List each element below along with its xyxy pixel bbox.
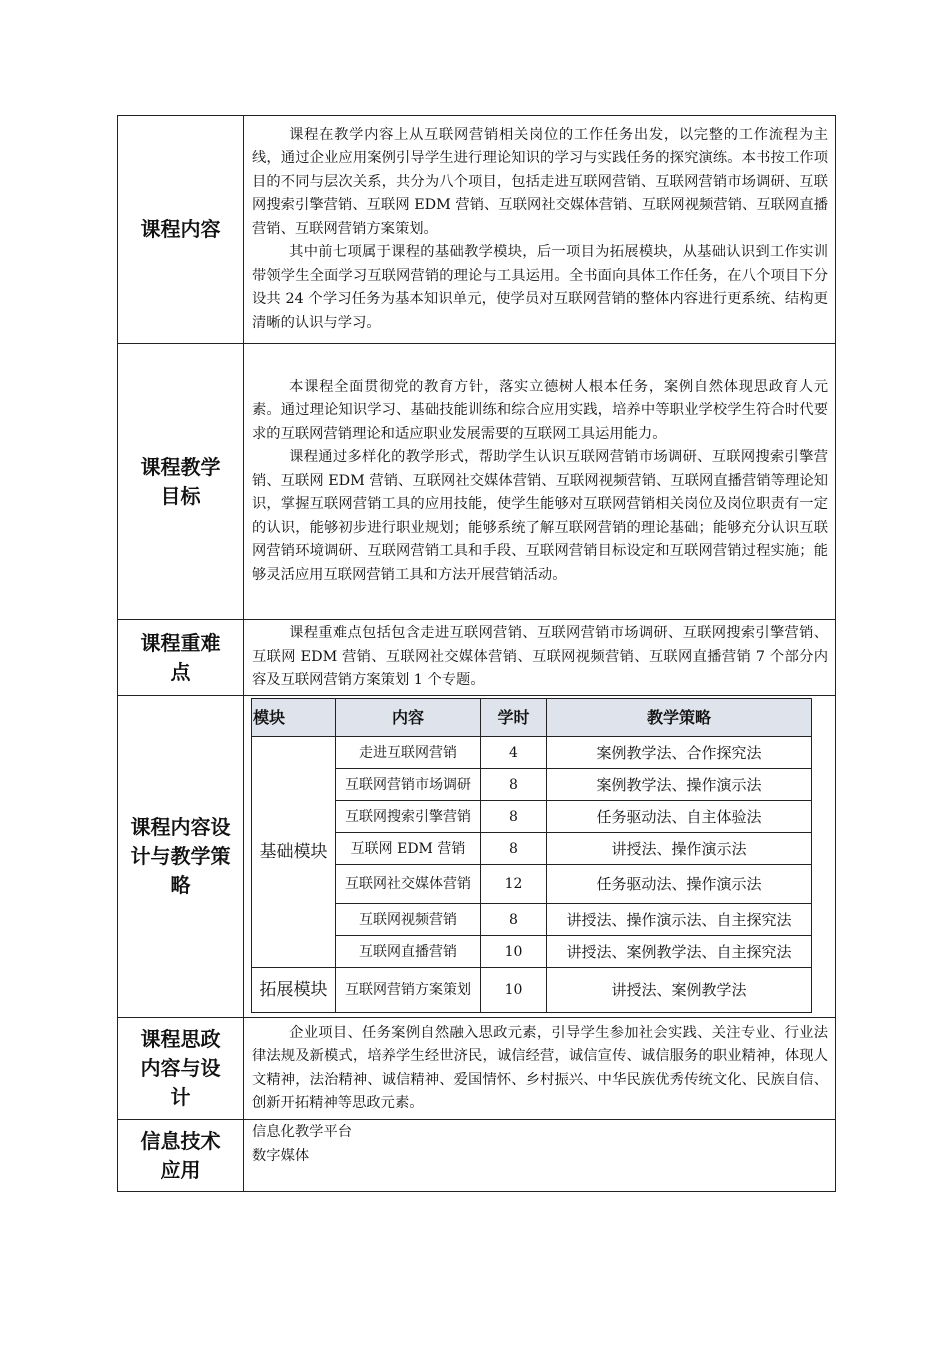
content-paragraph-1: 课程在教学内容上从互联网营销相关岗位的工作任务出发，以完整的工作流程为主线，通过企业应用案例引导学生进行理论知识的学习与实践任务的探究演练。本书按工作项目的不同与层次关系，共分为八个项目，包括走进互联网营销、互联网营销市场调研、互联网搜索引擎营销、互联网 EDM 营销、互联网社交媒体营销、互联网视频营销、互联网直播营销、互联网营销方案策划。 bbox=[252, 126, 828, 237]
table-row bbox=[252, 833, 812, 865]
label-content-design bbox=[118, 696, 244, 1018]
ideology-paragraph: 企业项目、任务案例自然融入思政元素，引导学生参加社会实践、关注专业、行业法律法规及新模式，培养学生经世济民，诚信经营，诚信宣传、诚信服务的职业精神，体现人文精神，法治精神、诚信精神、爱国情怀、乡村振兴、中华民族优秀传统文化、民族自信、创新开拓精神等思政元素。 bbox=[252, 1024, 828, 1111]
header-module: 模块 bbox=[252, 699, 336, 737]
row-strategy: 案例教学法、合作探究法 bbox=[547, 737, 812, 769]
cell-content-design bbox=[244, 696, 836, 1018]
table-row bbox=[252, 769, 812, 801]
row-content: 互联网直播营销 bbox=[336, 936, 481, 968]
row-hours: 8 bbox=[481, 833, 547, 865]
row-hours: 8 bbox=[481, 769, 547, 801]
label-teaching-goals bbox=[118, 344, 244, 620]
row-content: 走进互联网营销 bbox=[336, 737, 481, 769]
table-row bbox=[252, 968, 812, 1013]
cell-teaching-goals bbox=[244, 344, 836, 620]
row-content: 互联网社交媒体营销 bbox=[336, 865, 481, 904]
row-hours: 10 bbox=[481, 936, 547, 968]
label-text: 信息技术应用 bbox=[140, 1128, 221, 1182]
row-strategy: 讲授法、操作演示法、自主探究法 bbox=[547, 904, 812, 936]
row-hours: 12 bbox=[481, 865, 547, 904]
row-course-content bbox=[118, 116, 836, 344]
row-content: 互联网营销方案策划 bbox=[336, 968, 481, 1013]
label-text: 课程教学目标 bbox=[140, 454, 221, 508]
table-row bbox=[252, 737, 812, 769]
row-hours: 8 bbox=[481, 904, 547, 936]
header-hours: 学时 bbox=[481, 699, 547, 737]
content-paragraph-2: 其中前七项属于课程的基础教学模块，后一项目为拓展模块，从基础认识到工作实训带领学生全面学习互联网营销的理论与工具运用。全书面向具体工作任务，在八个项目下分设共 24 个学习任务为基本知识单元，使学员对互联网营销的整体内容进行更系统、结构更清晰的认识与学习。 bbox=[252, 244, 828, 331]
row-teaching-goals bbox=[118, 344, 836, 620]
table-row bbox=[252, 801, 812, 833]
row-hours: 4 bbox=[481, 737, 547, 769]
header-content: 内容 bbox=[336, 699, 481, 737]
label-course-content bbox=[118, 116, 244, 344]
row-content: 互联网 EDM 营销 bbox=[336, 833, 481, 865]
cell-course-content bbox=[244, 116, 836, 344]
row-hours: 8 bbox=[481, 801, 547, 833]
module-extension: 拓展模块 bbox=[252, 968, 336, 1013]
key-points-paragraph: 课程重难点包括包含走进互联网营销、互联网营销市场调研、互联网搜索引擎营销、互联网 EDM 营销、互联网社交媒体营销、互联网视频营销、互联网直播营销 7 个部分内容及互联网营销方案策划 1 个专题。 bbox=[252, 625, 828, 689]
row-strategy: 任务驱动法、自主体验法 bbox=[547, 801, 812, 833]
strategy-table-header bbox=[252, 699, 812, 737]
module-basic: 基础模块 bbox=[252, 737, 336, 968]
table-row bbox=[252, 936, 812, 968]
row-tech bbox=[118, 1120, 836, 1192]
cell-key-points bbox=[244, 620, 836, 696]
row-strategy: 讲授法、案例教学法 bbox=[547, 968, 812, 1013]
label-text: 课程重难点 bbox=[140, 630, 221, 684]
label-text: 课程思政内容与设计 bbox=[140, 1027, 221, 1109]
row-content: 互联网搜索引擎营销 bbox=[336, 801, 481, 833]
row-key-points bbox=[118, 620, 836, 696]
tech-line-2: 数字媒体 bbox=[252, 1147, 310, 1164]
cell-tech bbox=[244, 1120, 836, 1192]
row-content-design bbox=[118, 696, 836, 1018]
row-strategy: 任务驱动法、操作演示法 bbox=[547, 865, 812, 904]
row-content: 互联网营销市场调研 bbox=[336, 769, 481, 801]
row-strategy: 讲授法、操作演示法 bbox=[547, 833, 812, 865]
header-strategy: 教学策略 bbox=[547, 699, 812, 737]
goals-paragraph-2: 课程通过多样化的教学形式，帮助学生认识互联网营销市场调研、互联网搜索引擎营销、互联网 EDM 营销、互联网社交媒体营销、互联网视频营销、互联网直播营销等理论知识，掌握互联网营销工具的应用技能，使学生能够对互联网营销相关岗位及岗位职责有一定的认识，能够初步进行职业规划；能够系统了解互联网营销的理论基础；能够充分认识互联网营销环境调研、互联网营销工具和手段、互联网营销目标设定和互联网营销过程实施；能够灵活应用互联网营销工具和方法开展营销活动。 bbox=[252, 449, 828, 583]
row-strategy: 案例教学法、操作演示法 bbox=[547, 769, 812, 801]
goals-paragraph-1: 本课程全面贯彻党的教育方针，落实立德树人根本任务，案例自然体现思政育人元素。通过理论知识学习、基础技能训练和综合应用实践，培养中等职业学校学生符合时代要求的互联网营销理论和适应职业发展需要的互联网工具运用能力。 bbox=[252, 378, 828, 442]
label-text: 课程内容设计与教学策略 bbox=[130, 815, 231, 897]
label-text: 课程内容 bbox=[140, 217, 221, 241]
row-content: 互联网视频营销 bbox=[336, 904, 481, 936]
row-strategy: 讲授法、案例教学法、自主探究法 bbox=[547, 936, 812, 968]
row-hours: 10 bbox=[481, 968, 547, 1013]
table-row bbox=[252, 904, 812, 936]
label-key-points bbox=[118, 620, 244, 696]
table-row bbox=[252, 865, 812, 904]
strategy-table bbox=[251, 698, 812, 1013]
label-ideology bbox=[118, 1018, 244, 1120]
course-design-table bbox=[117, 115, 836, 1192]
label-tech bbox=[118, 1120, 244, 1192]
cell-ideology bbox=[244, 1018, 836, 1120]
row-ideology bbox=[118, 1018, 836, 1120]
tech-line-1: 信息化教学平台 bbox=[252, 1124, 353, 1140]
